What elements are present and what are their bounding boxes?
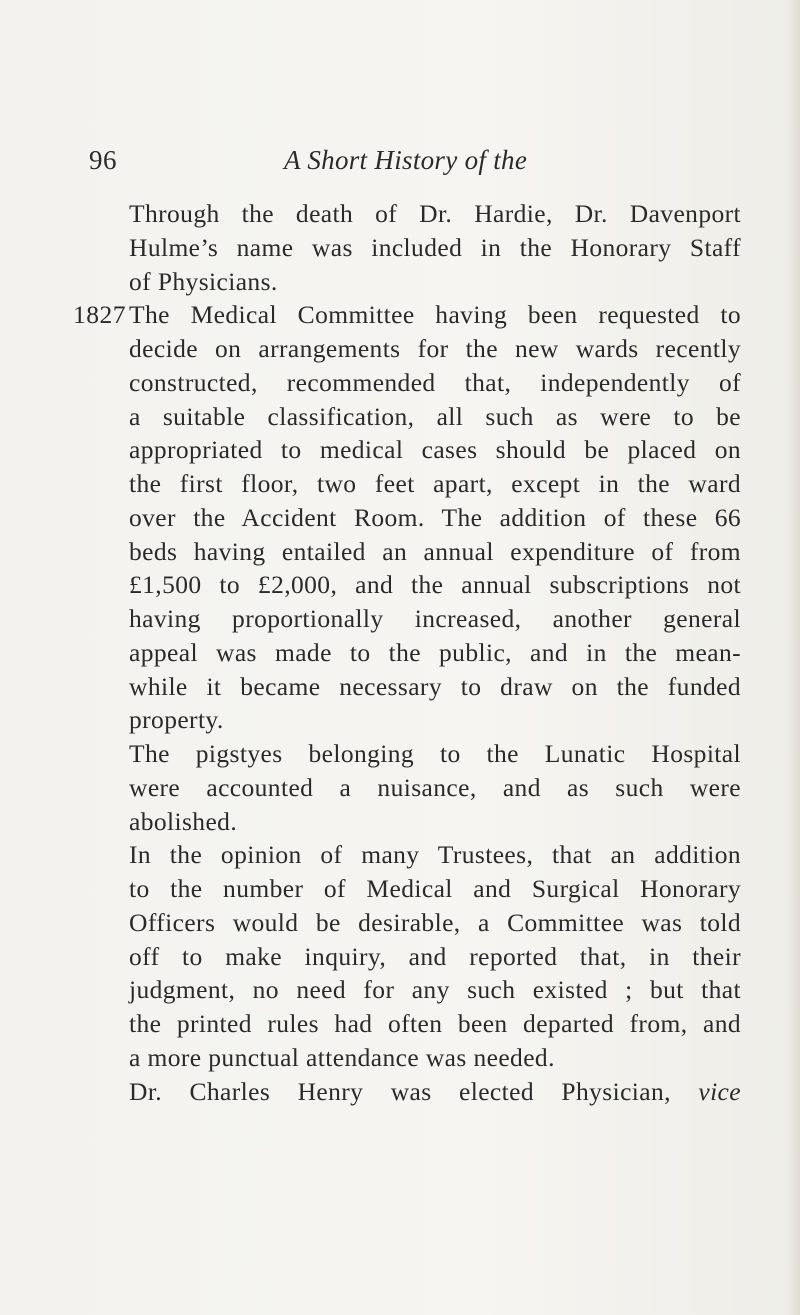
text-line: while it became necessary to draw on the funded bbox=[129, 671, 741, 701]
text-line: Officers would be desirable, a Committee was told bbox=[129, 907, 741, 937]
text-line: off to make inquiry, and reported that, in their bbox=[129, 941, 741, 971]
page-header bbox=[0, 145, 800, 185]
text-line: judgment, no need for any such existed ; but that bbox=[129, 975, 741, 1005]
text-line: In the opinion of many Trustees, that an addition bbox=[129, 840, 741, 870]
text-line: to the number of Medical and Surgical Honorary bbox=[129, 874, 741, 903]
text-line: beds having entailed an annual expenditure of from bbox=[129, 536, 741, 566]
text-line: decide on arrangements for the new wards recently bbox=[129, 334, 741, 363]
running-title: A Short History of the bbox=[284, 145, 528, 175]
page-edge-shadow bbox=[786, 0, 800, 1315]
text-line: £1,500 to £2,000, and the annual subscriptions not bbox=[129, 570, 741, 600]
italic-word: vice bbox=[698, 1076, 741, 1106]
text-line: were accounted a nuisance, and as such were bbox=[129, 772, 741, 802]
text-line: property. bbox=[129, 705, 224, 735]
text-line: constructed, recommended that, independently of bbox=[129, 367, 741, 397]
text-line: abolished. bbox=[129, 806, 238, 836]
text-line-last-main: Dr. Charles Henry was elected Physician, bbox=[129, 1076, 671, 1106]
text-line: Hulme’s name was included in the Honorary Staff bbox=[129, 232, 741, 262]
text-line: The Medical Committee having been requested to bbox=[129, 300, 741, 330]
text-line: the first floor, two feet apart, except in the ward bbox=[129, 469, 741, 498]
text-line: Through the death of Dr. Hardie, Dr. Davenport bbox=[129, 199, 741, 228]
margin-year: 1827 bbox=[73, 300, 126, 329]
text-line-last bbox=[129, 1075, 741, 1109]
text-line: of Physicians. bbox=[129, 266, 278, 296]
text-line: The pigstyes belonging to the Lunatic Hospital bbox=[129, 739, 741, 768]
text-line: a suitable classification, all such as were to be bbox=[129, 401, 741, 431]
text-line: a more punctual attendance was needed. bbox=[129, 1042, 555, 1072]
page-number: 96 bbox=[89, 145, 117, 175]
text-line: the printed rules had often been departed from, and bbox=[129, 1009, 741, 1038]
text-line: appeal was made to the public, and in the mean- bbox=[129, 637, 741, 667]
text-line: over the Accident Room. The addition of these 66 bbox=[129, 502, 741, 532]
body-text bbox=[129, 197, 741, 1108]
text-line: having proportionally increased, another general bbox=[129, 604, 741, 633]
text-line: appropriated to medical cases should be placed on bbox=[129, 435, 741, 465]
